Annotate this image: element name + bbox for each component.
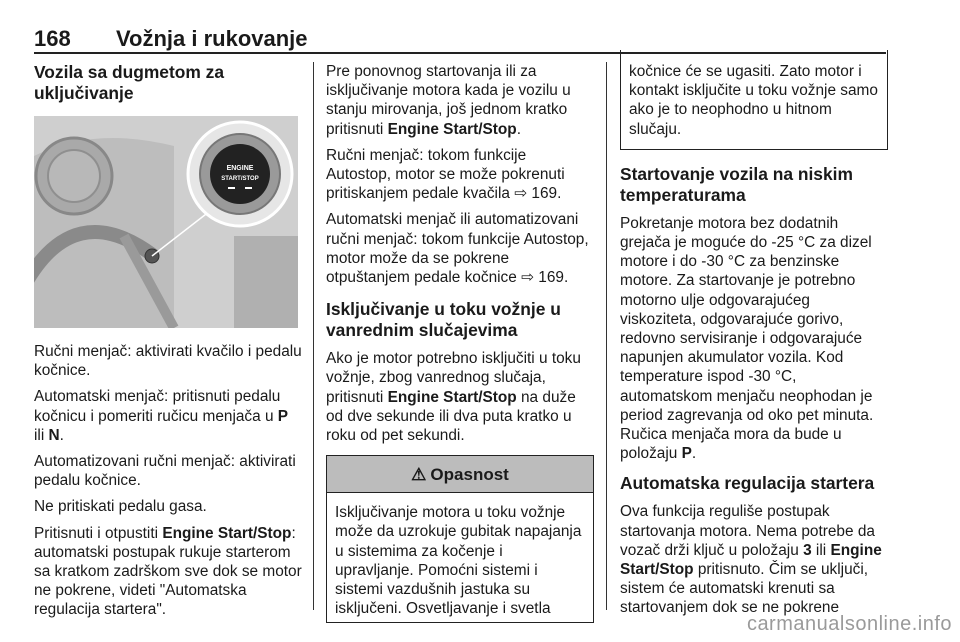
button-label-engine: ENGINE [226, 165, 254, 172]
danger-title: Opasnost [430, 464, 509, 484]
para-manual-autostop: Ručni menjač: tokom funkcije Autostop, motor se može pokrenuti pritiskanjem pedale kvačila ⇨ 169. [326, 146, 565, 203]
column-divider-2 [606, 62, 607, 610]
section-heading-emergency: Isključivanje u toku vožnje u vanrednim slučajevima [326, 299, 561, 341]
para-manual-transmission: Ručni menjač: aktivirati kvačilo i pedalu kočnice. [34, 343, 302, 380]
chapter-title: Vožnja i rukovanje [116, 26, 308, 51]
dashboard-illustration [34, 116, 298, 328]
para-press-release: Pritisnuti i otpustiti Engine Start/Stop: automatski postupak rukuje starterom sa kratkom zadrškom sve dok se motor ne pokrene, videti "Automatska regulacija startera". [34, 524, 302, 619]
section-heading-starter-regulation: Automatska regulacija startera [620, 473, 875, 494]
danger-header [327, 456, 593, 493]
danger-text: Isključivanje motora u toku vožnje može da uzrokuje gubitak napajanja u sistemima za kočenje i upravljanje. Pomoćni sistemi i sistemi vazdušnih jastuka su isključeni. Osvetljavanje i svetla [335, 504, 582, 618]
para-automated-manual: Automatizovani ručni menjač: aktivirati pedalu kočnice. [34, 453, 296, 490]
column-divider-1 [313, 62, 314, 610]
para-automatic-transmission: Automatski menjač: pritisnuti pedalu kočnicu i pomeriti ručicu menjača u P ili N. [34, 388, 289, 444]
danger-box-continued: kočnice će se ugasiti. Zato motor i kontakt isključite u toku vožnje samo ako je to neophodno u hitnom slučaju. [620, 50, 888, 150]
para-automatic-autostop: Automatski menjač ili automatizovani ručni menjač: tokom funkcije Autostop, motor može da se pokrene otpuštanjem pedale kočnice ⇨ 169. [326, 211, 589, 287]
para-no-accelerator: Ne pritiskati pedalu gasa. [34, 498, 207, 516]
button-label-start-stop: START/STOP [221, 176, 259, 182]
danger-box [326, 455, 594, 623]
section-heading-low-temperature: Startovanje vozila na niskim temperaturama [620, 163, 853, 205]
page-ref-arrow-icon: ⇨ [514, 185, 528, 203]
column-2 [326, 62, 594, 623]
column-1 [34, 62, 302, 627]
page-number: 168 [34, 26, 71, 51]
para-low-temperature: Pokretanje motora bez dodatnih grejača je moguće do -25 °C za dizel motore i do -30 °C za benzinske motore. Za startovanje je potrebno motorno ulje odgovarajućeg viskoziteta, odgovarajuće gorivo, redovno servisiranje i odgovarajuće napunjen akumulator vozila. Kod temperature ispod -30 °C, automatskom menjaču neophodan je period zagrevanja od oko pet minuta. Ručica menjača mora da bude u položaju P. [620, 214, 874, 463]
section-heading-push-button: Vozila sa dugmetom za uključivanje [34, 62, 225, 103]
para-restart: Pre ponovnog startovanja ili za isključivanje motora kada je vozilu u stanju mirovanja, još jednom kratko pritisnuti Engine Start/Stop. [326, 63, 571, 138]
para-emergency-shutdown: Ako je motor potrebno isključiti u toku vožnje, zbog vanrednog slučaja, pritisnuti Engine Start/Stop na duže od dve sekunde ili dva puta kratko u roku od pet sekundi. [326, 350, 581, 445]
column-3 [620, 62, 888, 625]
page-ref-arrow-icon: ⇨ [521, 269, 534, 287]
watermark: carmanualsonline.info [746, 613, 952, 635]
para-starter-regulation: Ova funkcija reguliše postupak startovanja motora. Nema potrebe da vozač drži ključ u položaju 3 ili Engine Start/Stop pritisnuto. Čim se uključi, sistem će automatski krenuti sa startovanjem dok se ne pokrene [620, 503, 882, 617]
engine-start-button-figure [34, 116, 298, 328]
warning-triangle-icon: ⚠ [411, 464, 427, 484]
